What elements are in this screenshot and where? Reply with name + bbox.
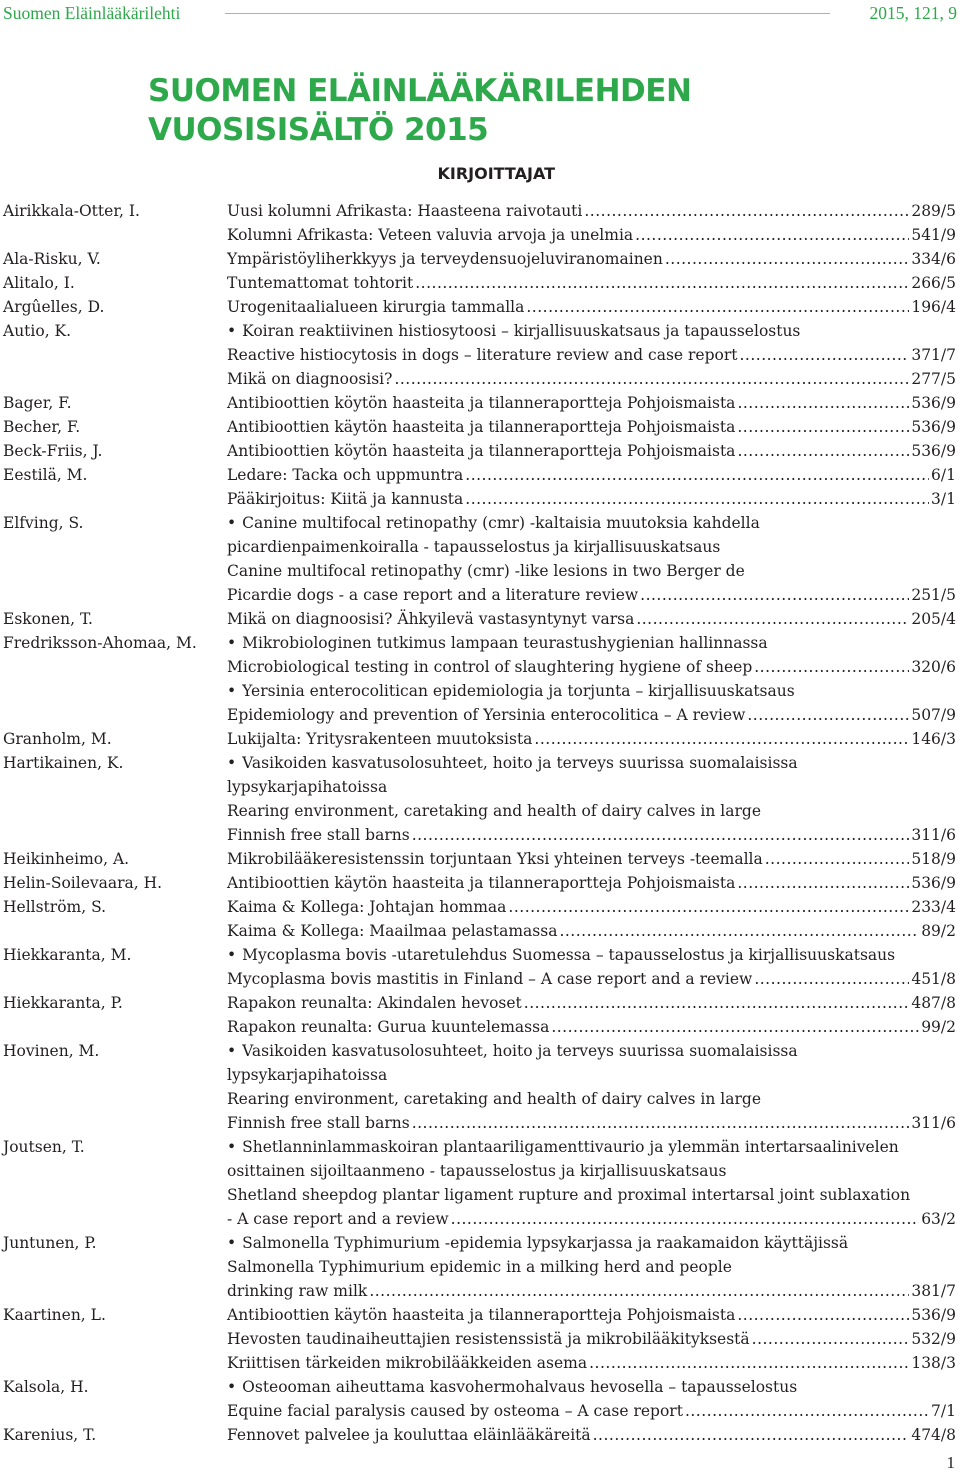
article-title: Mikä on diagnoosisi? Ähkyilevä vastasyntynyt varsa <box>227 610 635 628</box>
author-name: Eskonen, T. <box>3 610 93 628</box>
article-line <box>227 1399 956 1423</box>
article-title: Picardie dogs - a case report and a literature review <box>227 586 639 604</box>
article-line <box>227 1063 956 1087</box>
article-line <box>227 1015 956 1039</box>
article-line <box>227 967 956 991</box>
article-line <box>227 511 956 535</box>
dot-leader <box>754 967 909 991</box>
article-line <box>227 871 956 895</box>
article-title: Rapakon reunalta: Akindalen hevoset <box>227 994 522 1012</box>
article-line <box>227 1183 956 1207</box>
title-line: SUOMEN ELÄINLÄÄKÄRILEHDEN <box>148 73 692 109</box>
article-title: lypsykarjapihatoissa <box>227 1066 388 1084</box>
page-reference: 474/8 <box>911 1426 956 1444</box>
article-list <box>227 463 956 511</box>
article-list <box>227 751 956 847</box>
article-title: osittainen sijoiltaanmeno - tapausselostus ja kirjallisuuskatsaus <box>227 1162 727 1180</box>
dot-leader <box>665 247 909 271</box>
author-name: Kalsola, H. <box>3 1378 89 1396</box>
article-list <box>227 871 956 895</box>
dot-leader <box>737 1303 909 1327</box>
article-line <box>227 1207 956 1231</box>
article-line <box>227 847 956 871</box>
page-number: 1 <box>946 1453 955 1472</box>
article-line <box>227 919 956 943</box>
article-line <box>227 415 956 439</box>
page-reference: 63/2 <box>921 1210 956 1228</box>
article-title: Osteooman aiheuttama kasvohermohalvaus hevosella – tapausselostus <box>242 1378 798 1396</box>
article-line <box>227 223 956 247</box>
article-title: Kriittisen tärkeiden mikrobilääkkeiden asema <box>227 1354 588 1372</box>
author-name: Eestilä, M. <box>3 466 88 484</box>
article-title: Antibioottien köytön haasteita ja tilanneraportteja Pohjoismaista <box>227 394 736 412</box>
article-line <box>227 1423 956 1447</box>
article-title: Canine multifocal retinopathy (cmr) -kaltaisia muutoksia kahdella <box>242 514 760 532</box>
author-entry <box>0 1135 960 1231</box>
article-line <box>227 1135 956 1159</box>
page-reference: 266/5 <box>911 274 956 292</box>
article-line <box>227 1231 956 1255</box>
author-name: Ala-Risku, V. <box>3 250 101 268</box>
article-title: Hevosten taudinaiheuttajien resistenssistä ja mikrobilääkityksestä <box>227 1330 750 1348</box>
article-title: Pääkirjoitus: Kiitä ja kannusta <box>227 490 464 508</box>
dot-leader <box>737 391 909 415</box>
author-entry <box>0 991 960 1039</box>
dot-leader <box>508 895 909 919</box>
dot-leader <box>636 607 909 631</box>
author-name: Bager, F. <box>3 394 72 412</box>
dot-leader <box>754 655 909 679</box>
page-reference: 205/4 <box>911 610 956 628</box>
author-name: Helin-Soilevaara, H. <box>3 874 163 892</box>
article-title: Microbiological testing in control of slaughtering hygiene of sheep <box>227 658 753 676</box>
page-reference: 320/6 <box>911 658 956 676</box>
author-name: Beck-Friis, J. <box>3 442 103 460</box>
article-line <box>227 1279 956 1303</box>
page-reference: 371/7 <box>911 346 956 364</box>
page-reference: 7/1 <box>931 1402 956 1420</box>
dot-leader <box>737 439 909 463</box>
author-entry <box>0 439 960 463</box>
dot-leader <box>551 1015 919 1039</box>
article-title: Antibioottien köytön haasteita ja tilanneraportteja Pohjoismaista <box>227 442 736 460</box>
article-title: Mikrobilääkeresistenssin torjuntaan Yksi yhteinen terveys -teemalla <box>227 850 763 868</box>
author-entry <box>0 247 960 271</box>
article-line <box>227 1375 956 1399</box>
article-title: Epidemiology and prevention of Yersinia enterocolitica – A review <box>227 706 746 724</box>
author-name: Heikinheimo, A. <box>3 850 130 868</box>
article-list <box>227 247 956 271</box>
article-list <box>227 319 956 391</box>
article-title: Rearing environment, caretaking and health of dairy calves in large <box>227 802 762 820</box>
article-line <box>227 463 956 487</box>
author-entry <box>0 319 960 391</box>
article-line <box>227 727 956 751</box>
page-reference: 536/9 <box>911 1306 956 1324</box>
dot-leader <box>765 847 910 871</box>
page-title <box>148 72 691 150</box>
author-entry <box>0 1303 960 1375</box>
author-entry <box>0 511 960 607</box>
dot-leader <box>526 295 909 319</box>
article-title: Mikrobiologinen tutkimus lampaan teurastushygienian hallinnassa <box>242 634 768 652</box>
author-entry <box>0 871 960 895</box>
author-name: Autio, K. <box>3 322 72 340</box>
author-entry <box>0 1231 960 1303</box>
article-list <box>227 727 956 751</box>
article-line <box>227 751 956 775</box>
article-list <box>227 199 956 247</box>
article-line <box>227 295 956 319</box>
page-reference: 507/9 <box>911 706 956 724</box>
article-line <box>227 247 956 271</box>
article-line <box>227 775 956 799</box>
article-title: Equine facial paralysis caused by osteoma – A case report <box>227 1402 683 1420</box>
page-reference: 487/8 <box>911 994 956 1012</box>
dot-leader <box>559 919 919 943</box>
author-name: Becher, F. <box>3 418 81 436</box>
dot-leader <box>412 1111 910 1135</box>
article-line <box>227 319 956 343</box>
article-list <box>227 607 956 631</box>
dot-leader <box>584 199 909 223</box>
page-reference: 251/5 <box>911 586 956 604</box>
article-line <box>227 487 956 511</box>
article-title: Yersinia enterocolitican epidemiologia ja torjunta – kirjallisuuskatsaus <box>242 682 795 700</box>
article-line <box>227 679 956 703</box>
author-name: Karenius, T. <box>3 1426 97 1444</box>
author-entry <box>0 751 960 847</box>
article-list <box>227 1303 956 1375</box>
page-reference: 233/4 <box>911 898 956 916</box>
article-title: Salmonella Typhimurium -epidemia lypsykarjassa ja raakamaidon käyttäjissä <box>242 1234 849 1252</box>
header-rule <box>225 13 830 14</box>
article-title: Lukijalta: Yritysrakenteen muutoksista <box>227 730 533 748</box>
article-title: Fennovet palvelee ja kouluttaa eläinlääkäreitä <box>227 1426 591 1444</box>
dot-leader <box>465 487 929 511</box>
author-name: Argûelles, D. <box>3 298 105 316</box>
article-title: Finnish free stall barns <box>227 1114 410 1132</box>
page-reference: 196/4 <box>911 298 956 316</box>
article-list <box>227 1039 956 1135</box>
article-line <box>227 895 956 919</box>
page-reference: 146/3 <box>911 730 956 748</box>
author-entry <box>0 271 960 295</box>
issue-reference: 2015, 121, 9 <box>869 3 957 23</box>
article-line <box>227 1327 956 1351</box>
article-title: Kaima & Kollega: Maailmaa pelastamassa <box>227 922 558 940</box>
dot-leader <box>747 703 909 727</box>
page-reference: 536/9 <box>911 418 956 436</box>
article-title: Salmonella Typhimurium epidemic in a milking herd and people <box>227 1258 732 1276</box>
article-line <box>227 1255 956 1279</box>
article-title: Finnish free stall barns <box>227 826 410 844</box>
article-title: Mycoplasma bovis mastitis in Finland – A case report and a review <box>227 970 753 988</box>
page-reference: 518/9 <box>911 850 956 868</box>
author-name: Elfving, S. <box>3 514 84 532</box>
author-name: Hiekkaranta, M. <box>3 946 132 964</box>
article-list <box>227 415 956 439</box>
article-title: Rearing environment, caretaking and health of dairy calves in large <box>227 1090 762 1108</box>
article-title: Mikä on diagnoosisi? <box>227 370 393 388</box>
author-entry <box>0 463 960 511</box>
page-reference: 138/3 <box>911 1354 956 1372</box>
article-title: Mycoplasma bovis -utaretulehdus Suomessa – tapausselostus ja kirjallisuuskatsaus <box>242 946 896 964</box>
page-reference: 311/6 <box>911 826 956 844</box>
author-name: Granholm, M. <box>3 730 112 748</box>
article-line <box>227 1351 956 1375</box>
article-list <box>227 271 956 295</box>
article-list <box>227 511 956 607</box>
dot-leader <box>737 871 909 895</box>
article-line <box>227 1159 956 1183</box>
article-list <box>227 391 956 415</box>
dot-leader <box>589 1351 909 1375</box>
article-line <box>227 823 956 847</box>
dot-leader <box>640 583 909 607</box>
article-title: Koiran reaktiivinen histiosytoosi – kirjallisuuskatsaus ja tapausselostus <box>242 322 801 340</box>
page-reference: 536/9 <box>911 442 956 460</box>
author-entry <box>0 415 960 439</box>
article-line <box>227 655 956 679</box>
dot-leader <box>415 271 909 295</box>
article-line <box>227 1039 956 1063</box>
article-title: Urogenitaalialueen kirurgia tammalla <box>227 298 525 316</box>
page-reference: 536/9 <box>911 394 956 412</box>
article-title: Ympäristöyliherkkyys ja terveydensuojeluviranomainen <box>227 250 663 268</box>
dot-leader <box>752 1327 910 1351</box>
dot-leader <box>451 1207 920 1231</box>
article-line <box>227 1303 956 1327</box>
article-title: Kaima & Kollega: Johtajan hommaa <box>227 898 507 916</box>
page-reference: 3/1 <box>931 490 956 508</box>
dot-leader <box>635 223 909 247</box>
author-name: Juntunen, P. <box>3 1234 97 1252</box>
article-title: lypsykarjapihatoissa <box>227 778 388 796</box>
article-list <box>227 847 956 871</box>
article-title: Antibioottien käytön haasteita ja tilanneraportteja Pohjoismaista <box>227 418 736 436</box>
author-name: Joutsen, T. <box>3 1138 85 1156</box>
article-title: Shetland sheepdog plantar ligament rupture and proximal intertarsal joint sublaxation <box>227 1186 911 1204</box>
author-name: Kaartinen, L. <box>3 1306 106 1324</box>
author-entry <box>0 199 960 247</box>
title-line: VUOSISISÄLTÖ 2015 <box>148 112 489 148</box>
article-title: Vasikoiden kasvatusolosuhteet, hoito ja terveys suurissa suomalaisissa <box>242 754 798 772</box>
article-line <box>227 943 956 967</box>
article-title: Canine multifocal retinopathy (cmr) -like lesions in two Berger de <box>227 562 745 580</box>
article-list <box>227 631 956 727</box>
running-header <box>0 0 960 30</box>
page-reference: 277/5 <box>911 370 956 388</box>
author-name: Airikkala-Otter, I. <box>3 202 140 220</box>
page-reference: 536/9 <box>911 874 956 892</box>
section-heading: KIRJOITTAJAT <box>437 164 555 183</box>
article-line <box>227 991 956 1015</box>
journal-name: Suomen Eläinlääkärilehti <box>3 3 181 23</box>
page-reference: 532/9 <box>911 1330 956 1348</box>
article-list <box>227 895 956 943</box>
author-entry <box>0 1423 960 1447</box>
article-line <box>227 1087 956 1111</box>
author-entry <box>0 895 960 943</box>
article-title: Antibioottien käytön haasteita ja tilanneraportteja Pohjoismaista <box>227 1306 736 1324</box>
article-list <box>227 1423 956 1447</box>
page-reference: 99/2 <box>921 1018 956 1036</box>
article-line <box>227 343 956 367</box>
article-title: Uusi kolumni Afrikasta: Haasteena raivotauti <box>227 202 583 220</box>
article-title: Reactive histiocytosis in dogs – literature review and case report <box>227 346 738 364</box>
article-line <box>227 367 956 391</box>
author-index <box>0 199 960 1447</box>
page-reference: 6/1 <box>931 466 956 484</box>
author-name: Hellström, S. <box>3 898 107 916</box>
dot-leader <box>685 1399 929 1423</box>
article-line <box>227 583 956 607</box>
article-list <box>227 439 956 463</box>
article-list <box>227 295 956 319</box>
page-reference: 311/6 <box>911 1114 956 1132</box>
article-line <box>227 799 956 823</box>
article-line <box>227 199 956 223</box>
author-name: Hiekkaranta, P. <box>3 994 123 1012</box>
dot-leader <box>740 343 910 367</box>
article-line <box>227 271 956 295</box>
page-reference: 89/2 <box>921 922 956 940</box>
author-name: Alitalo, I. <box>3 274 75 292</box>
article-title: Antibioottien käytön haasteita ja tilanneraportteja Pohjoismaista <box>227 874 736 892</box>
article-list <box>227 991 956 1039</box>
article-list <box>227 943 956 991</box>
author-entry <box>0 1039 960 1135</box>
author-entry <box>0 391 960 415</box>
author-name: Hartikainen, K. <box>3 754 124 772</box>
article-title: drinking raw milk <box>227 1282 368 1300</box>
author-entry <box>0 631 960 727</box>
article-title: Tuntemattomat tohtorit <box>227 274 414 292</box>
article-title: - A case report and a review <box>227 1210 449 1228</box>
page-reference: 334/6 <box>911 250 956 268</box>
author-entry <box>0 1375 960 1423</box>
article-line <box>227 391 956 415</box>
article-line <box>227 559 956 583</box>
article-title: Shetlanninlammaskoiran plantaariligamenttivaurio ja ylemmän intertarsaalinivelen <box>242 1138 899 1156</box>
dot-leader <box>465 463 929 487</box>
article-line <box>227 607 956 631</box>
author-entry <box>0 295 960 319</box>
author-name: Hovinen, M. <box>3 1042 100 1060</box>
article-title: Rapakon reunalta: Gurua kuuntelemassa <box>227 1018 550 1036</box>
page-reference: 541/9 <box>911 226 956 244</box>
dot-leader <box>534 727 909 751</box>
article-line <box>227 631 956 655</box>
article-list <box>227 1231 956 1303</box>
article-title: Vasikoiden kasvatusolosuhteet, hoito ja terveys suurissa suomalaisissa <box>242 1042 798 1060</box>
article-title: Kolumni Afrikasta: Veteen valuvia arvoja ja unelmia <box>227 226 634 244</box>
page-reference: 381/7 <box>911 1282 956 1300</box>
article-line <box>227 535 956 559</box>
article-title: Ledare: Tacka och uppmuntra <box>227 466 464 484</box>
page-reference: 289/5 <box>911 202 956 220</box>
article-list <box>227 1135 956 1231</box>
article-line <box>227 439 956 463</box>
dot-leader <box>412 823 910 847</box>
article-line <box>227 703 956 727</box>
dot-leader <box>369 1279 909 1303</box>
article-list <box>227 1375 956 1423</box>
author-name: Fredriksson-Ahomaa, M. <box>3 634 197 652</box>
author-entry <box>0 607 960 631</box>
dot-leader <box>524 991 910 1015</box>
article-line <box>227 1111 956 1135</box>
author-entry <box>0 847 960 871</box>
page-reference: 451/8 <box>911 970 956 988</box>
dot-leader <box>593 1423 910 1447</box>
article-title: picardienpaimenkoiralla - tapausselostus ja kirjallisuuskatsaus <box>227 538 721 556</box>
dot-leader <box>394 367 909 391</box>
author-entry <box>0 727 960 751</box>
dot-leader <box>737 415 909 439</box>
author-entry <box>0 943 960 991</box>
